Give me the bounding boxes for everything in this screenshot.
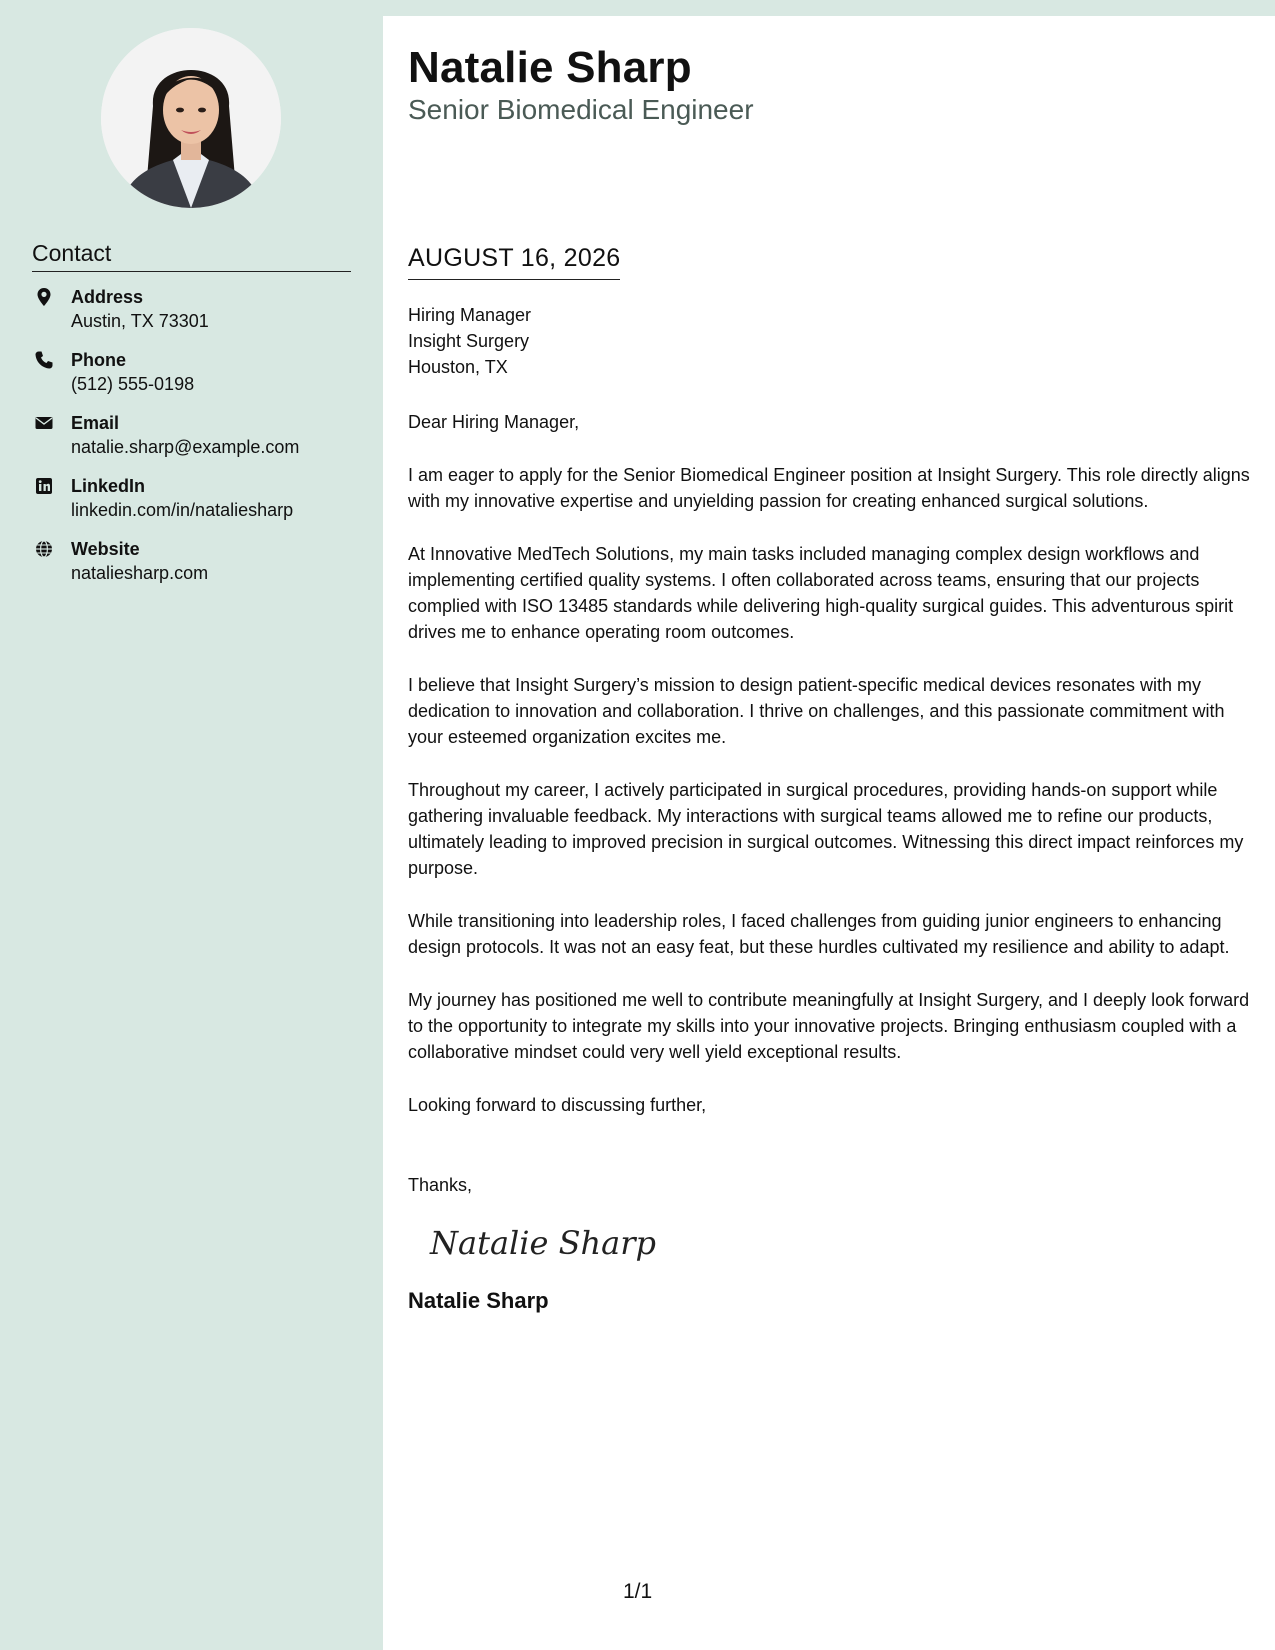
contact-label: Email: [71, 413, 120, 433]
map-pin-icon: [34, 287, 54, 307]
contact-label: Phone: [71, 350, 127, 370]
contact-item-phone: [32, 348, 362, 411]
contact-label: Address: [71, 287, 144, 307]
globe-icon: [34, 539, 54, 559]
phone-value: (512) 555-0198: [71, 374, 195, 394]
handwritten-signature: [426, 1218, 656, 1268]
paragraph: While transitioning into leadership roles, I faced challenges from guiding junior engineers to enhancing design protocols. It was not an easy feat, but these hurdles cultivated my resilience and ability to adapt.: [408, 911, 1230, 957]
contact-item-linkedin: [32, 474, 362, 537]
closing-line: Looking forward to discussing further,: [408, 1095, 707, 1115]
contact-list: [32, 285, 362, 600]
recipient-name: Hiring Manager: [408, 305, 532, 325]
paragraph: I am eager to apply for the Senior Biomedical Engineer position at Insight Surgery. This role directly aligns with my innovative expertise and unyielding passion for creating enhanced surgical solutions.: [408, 465, 1250, 511]
letter-body: [408, 302, 1253, 1314]
applicant-title: Senior Biomedical Engineer: [408, 94, 754, 125]
website-link[interactable]: nataliesharp.com: [71, 563, 209, 583]
recipient-block: [408, 302, 1253, 380]
contact-item-email: [32, 411, 362, 474]
envelope-icon: [34, 413, 54, 433]
applicant-name: Natalie Sharp: [408, 43, 692, 92]
recipient-company: Insight Surgery: [408, 331, 530, 351]
profile-photo: [101, 28, 281, 208]
paragraph: My journey has positioned me well to contribute meaningfully at Insight Surgery, and I deeply look forward to the opportunity to integrate my skills into your innovative projects. Bringing enthusiasm coupled with a collaborative mindset could very well yield exceptional results.: [408, 990, 1250, 1062]
portrait-image: [101, 28, 281, 208]
address-value: Austin, TX 73301: [71, 311, 209, 331]
paragraph: Throughout my career, I actively participated in surgical procedures, providing hands-on support while gathering invaluable feedback. My interactions with surgical teams allowed me to refine our products, ultimately leading to improved precision in surgical outcomes. Witnessing this direct impact reinforces my purpose.: [408, 780, 1244, 878]
page-number: 1/1: [623, 1580, 653, 1603]
sidebar: [0, 0, 383, 1650]
signature-text: Natalie Sharp: [430, 1224, 656, 1262]
linkedin-icon: [34, 476, 54, 496]
paragraph: At Innovative MedTech Solutions, my main tasks included managing complex design workflows and implementing certified quality systems. I often collaborated across teams, ensuring that our projects complied with ISO 13485 standards while delivering high-quality surgical guides. This adventurous spirit drives me to enhance operating room outcomes.: [408, 544, 1234, 642]
letter-date: AUGUST 16, 2026: [408, 244, 620, 280]
contact-heading: Contact: [32, 240, 351, 272]
recipient-location: Houston, TX: [408, 357, 508, 377]
email-link[interactable]: natalie.sharp@example.com: [71, 437, 300, 457]
signer-name: Natalie Sharp: [408, 1288, 549, 1313]
contact-item-website: [32, 537, 362, 600]
phone-icon: [34, 350, 54, 370]
contact-item-address: [32, 285, 362, 348]
signoff: Thanks,: [408, 1175, 473, 1195]
letter-page: [383, 16, 1275, 1650]
contact-label: LinkedIn: [71, 476, 146, 496]
salutation: Dear Hiring Manager,: [408, 412, 580, 432]
paragraph: I believe that Insight Surgery’s mission to design patient-specific medical devices resonates with my dedication to innovation and collaboration. I thrive on challenges, and this passionate commitment with your esteemed organization excites me.: [408, 675, 1225, 747]
linkedin-link[interactable]: linkedin.com/in/nataliesharp: [71, 500, 294, 520]
contact-label: Website: [71, 539, 140, 559]
